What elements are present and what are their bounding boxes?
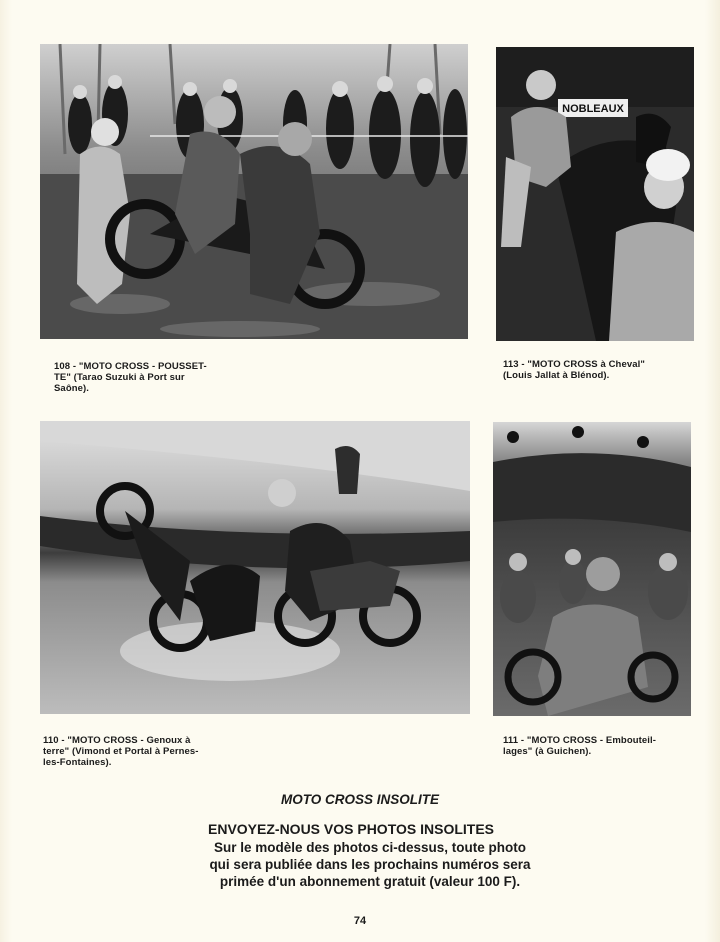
sign-text: NOBLEAUX [562,103,624,115]
body-line-2: qui sera publiée dans les prochains numéros sera [209,857,531,872]
photo-113 [496,47,694,341]
caption-108-line-1: 108 - "MOTO CROSS - POUSSET- [54,361,207,372]
body-text [160,839,580,890]
caption-108 [54,361,244,394]
caption-111 [503,735,693,757]
page-number: 74 [353,915,367,927]
section-title: MOTO CROSS INSOLITE [280,792,439,807]
body-line-1: Sur le modèle des photos ci-dessus, toute photo [213,840,527,855]
caption-108-line-2: TE" (Tarao Suzuki à Port sur [54,372,185,383]
caption-110-line-3: les-Fontaines). [43,757,112,768]
photo-111 [493,422,691,716]
caption-110-line-1: 110 - "MOTO CROSS - Genoux à [43,735,191,746]
photo-110 [40,421,470,714]
caption-111-line-1: 111 - "MOTO CROSS - Embouteil- [503,735,657,746]
caption-110-line-2: terre" (Vimond et Portal à Pernes- [43,746,199,757]
caption-111-line-2: lages" (à Guichen). [503,746,592,757]
body-line-3: primée d'un abonnement gratuit (valeur 100 F). [219,874,521,889]
caption-110 [43,735,233,768]
caption-113-line-2: (Louis Jallat à Blénod). [503,370,610,381]
photo-108 [40,44,468,339]
caption-113 [503,359,693,381]
caption-108-line-3: Saône). [54,383,90,394]
caption-113-line-1: 113 - "MOTO CROSS à Cheval" [503,359,645,370]
headline: ENVOYEZ-NOUS VOS PHOTOS INSOLITES [208,821,495,837]
